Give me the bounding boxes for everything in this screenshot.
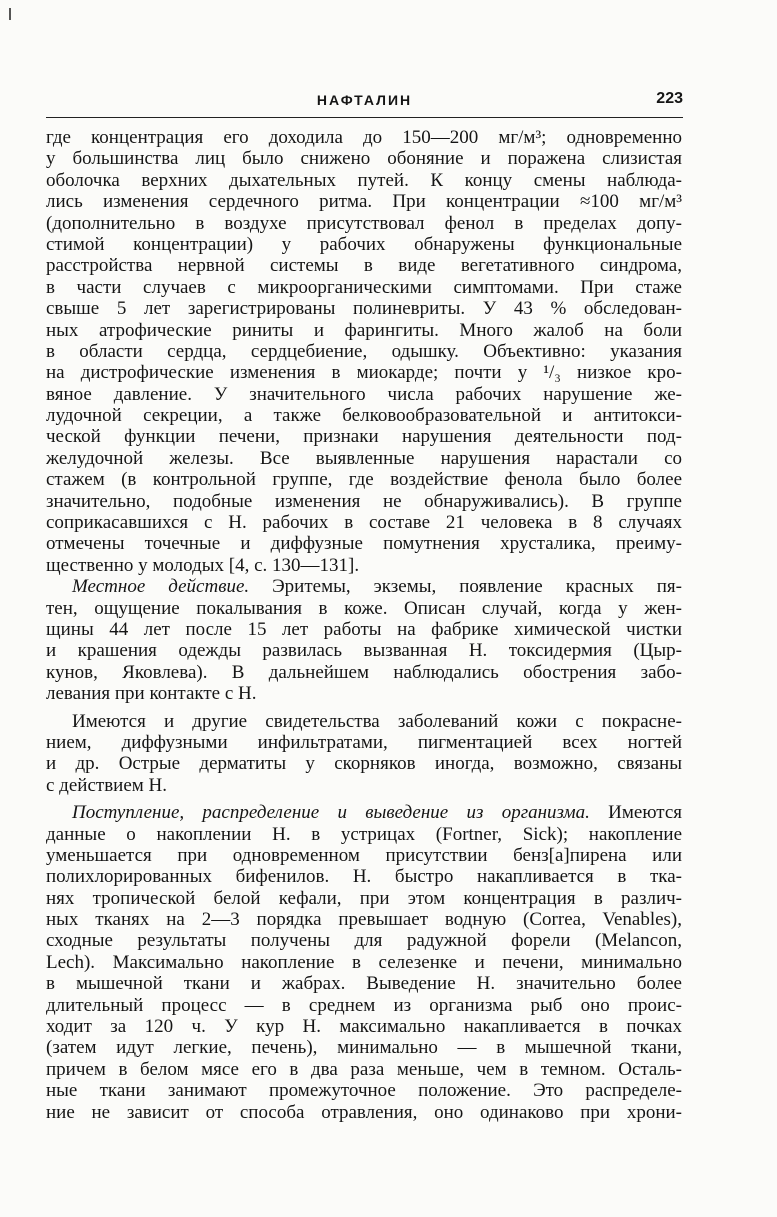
page-number: 223 [656, 90, 683, 107]
paragraph-local-action [46, 576, 682, 704]
text-line: вяное давление. У значительного числа рабочих нарушение же- [46, 383, 682, 405]
section-heading-local-action: Местное действие. [72, 576, 250, 598]
body-text [46, 127, 682, 1123]
paragraph-1 [46, 127, 682, 576]
text-line: длительный процесс — в среднем из организма рыб оно проис- [46, 994, 682, 1016]
text-line: у большинства лиц было снижено обоняние и поражена слизистая [46, 148, 682, 170]
text-run: Имеются [589, 802, 682, 824]
text-line: ние не зависит от способа отравления, оно одинаково при хрони- [46, 1101, 682, 1123]
text-line: оболочка верхних дыхательных путей. К концу смены наблюда- [46, 169, 682, 191]
section-heading-distribution: Поступление, распределение и выведение из организма. [72, 802, 590, 824]
text-line: причем в белом мясе его в два раза меньше, чем в темном. Осталь- [46, 1058, 682, 1080]
text-line: в мышечной ткани и жабрах. Выведение Н. значительно более [46, 973, 682, 995]
text-line: нях тропической белой кефали, при этом концентрация в различ- [46, 887, 682, 909]
scan-mark [9, 8, 11, 20]
text-line [46, 802, 682, 823]
text-line: полихлорированных бифенилов. Н. быстро накапливается в тка- [46, 866, 682, 888]
page-header [46, 90, 683, 114]
text-line: ных тканях на 2—3 порядка превышает водную (Correa, Venables), [46, 909, 682, 931]
text-line [46, 576, 682, 597]
text-line: кунов, Яковлева). В дальнейшем наблюдались обострения забо- [46, 661, 682, 683]
text-line: ных атрофические риниты и фарингиты. Много жалоб на боли [46, 319, 682, 341]
text-line: ные ткани занимают промежуточное положение. Это распределе- [46, 1080, 682, 1102]
text-line: соприкасавшихся с Н. рабочих в составе 21 человека в 8 случаях [46, 512, 682, 534]
text-line: свыше 5 лет зарегистрированы полиневриты. У 43 % обследован- [46, 298, 682, 320]
text-line: нием, диффузными инфильтратами, пигментацией всех ногтей [46, 731, 682, 753]
text-line: желудочной железы. Все выявленные нарушения нарастали со [46, 447, 682, 469]
paragraph-distribution [46, 802, 682, 1123]
text-line: где концентрация его доходила до 150—200 мг/м³; одновременно [46, 127, 682, 148]
text-line: в области сердца, сердцебиение, одышку. Объективно: указания [46, 340, 682, 362]
text-line: щины 44 лет после 15 лет работы на фабрике химической чистки [46, 618, 682, 640]
header-rule [46, 117, 683, 118]
text-line: и крашения одежды развилась вызванная Н. токсидермия (Цыр- [46, 640, 682, 662]
text-line: стимой концентрации) у рабочих обнаружены функциональные [46, 233, 682, 255]
text-line: расстройства нервной системы в виде вегетативного синдрома, [46, 255, 682, 277]
text-line: стажем (в контрольной группе, где воздействие фенола было более [46, 469, 682, 491]
text-run: Эритемы, экземы, появление красных пя- [249, 576, 682, 598]
text-line: левания при контакте с Н. [46, 683, 257, 705]
text-line: ходит за 120 ч. У кур Н. максимально накапливается в почках [46, 1016, 682, 1038]
text-line: щественно у молодых [4, с. 130—131]. [46, 554, 360, 576]
text-line: лись изменения сердечного ритма. При концентрации ≈100 мг/м³ [46, 191, 682, 213]
text-line: сходные результаты получены для радужной форели (Melancon, [46, 930, 682, 952]
text-line: в части случаев с микроорганическими симптомами. При стаже [46, 276, 682, 298]
running-title: НАФТАЛИН [316, 92, 413, 108]
text-line: на дистрофические изменения в миокарде; почти у ¹/₃ низкое кро- [46, 362, 682, 384]
text-line: (затем идут легкие, печень), минимально — в мышечной ткани, [46, 1037, 682, 1059]
text-line: и др. Острые дерматиты у скорняков иногда, возможно, связаны [46, 753, 682, 775]
text-line: тен, ощущение покалывания в коже. Описан случай, когда у жен- [46, 597, 682, 619]
text-line: Lech). Максимально накопление в селезенке и печени, минимально [46, 951, 682, 973]
text-line: с действием Н. [46, 774, 168, 796]
text-line: уменьшается при одновременном присутствии бенз[а]пирена или [46, 844, 682, 866]
text-line: Имеются и другие свидетельства заболеваний кожи с покрасне- [72, 710, 682, 732]
paragraph-skin [46, 711, 682, 797]
text-line: данные о накоплении Н. в устрицах (Fortner, Sick); накопление [46, 823, 682, 845]
text-line: значительно, подобные изменения не обнаруживались). В группе [46, 490, 682, 512]
text-line: отмечены точечные и диффузные помутнения хрусталика, преиму- [46, 533, 682, 555]
text-line: лудочной секреции, а также белковообразовательной и антитокси- [46, 405, 682, 427]
text-line: (дополнительно в воздухе присутствовал фенол в пределах допу- [46, 212, 682, 234]
text-line: ческой функции печени, признаки нарушения деятельности под- [46, 426, 682, 448]
